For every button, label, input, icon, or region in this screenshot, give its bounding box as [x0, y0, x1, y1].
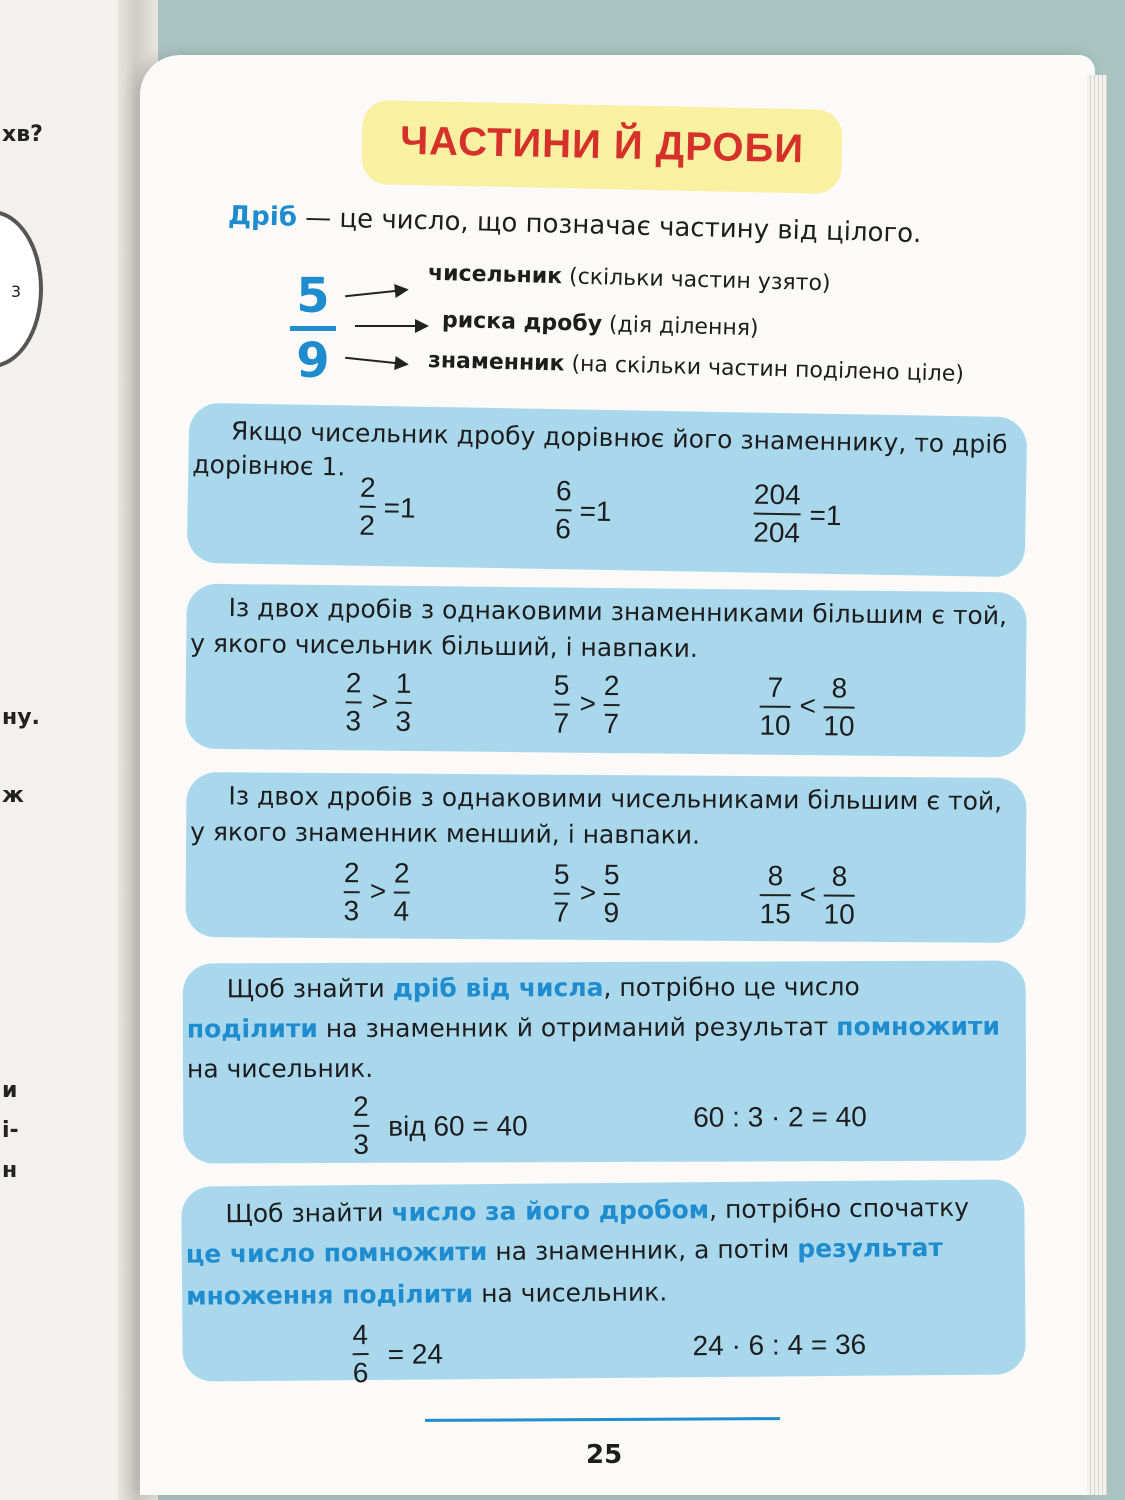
- rule-2-line-2: у якого чисельник більший, і навпаки.: [190, 628, 699, 663]
- rule-box-2: [185, 584, 1027, 758]
- rule-4-fraction: 2 3: [353, 1090, 369, 1160]
- rule-4-expression-2: 60 : 3 · 2 = 40: [693, 1101, 867, 1133]
- title-banner: [361, 100, 843, 194]
- rule-2-example-3-left: 7 10: [759, 671, 791, 741]
- rule-5-expression-2: 24 · 6 : 4 = 36: [692, 1328, 867, 1362]
- rule-2-example-2-right: 2 7: [603, 669, 620, 740]
- rule-2-example-3-right: 8 10: [823, 672, 855, 742]
- rule-1-example-1-result: =1: [383, 492, 416, 524]
- rule-3-example-2-left: 5 7: [553, 858, 570, 928]
- rule-3-example-3-right: 8 10: [823, 860, 855, 930]
- rule-2-example-1-right: 1 3: [395, 667, 412, 737]
- rule-5-line-1: Щоб знайти число за його дробом, потрібно спочатку: [225, 1192, 970, 1229]
- rule-1-example-2-result: =1: [579, 495, 612, 528]
- rule-5-line-2: це число помножити на знаменник, а потім результат: [185, 1233, 944, 1269]
- rule-3-line-1: Із двох дробів з однаковими чисельниками більшим є той,: [228, 781, 1003, 816]
- rule-5-fraction: 4 6: [352, 1319, 369, 1389]
- rule-1-example-2: 6 6: [555, 475, 572, 545]
- numerator-label: чисельник (скільки частин узято): [427, 260, 831, 297]
- rule-box-3: [185, 772, 1026, 943]
- denominator-label: знаменник (на скільки частин поділено ціле): [427, 347, 965, 388]
- rule-box-5: [181, 1179, 1026, 1389]
- rule-2-example-2-sign: >: [579, 687, 597, 719]
- left-page-fragment: і-: [2, 1118, 19, 1143]
- bar-label: риска дробу (дія ділення): [441, 307, 759, 342]
- fraction-bar: [290, 326, 336, 331]
- left-page-fragment: ж: [2, 783, 24, 808]
- rule-3-example-1-left: 2 3: [343, 857, 360, 927]
- rule-2-example-3-sign: <: [799, 690, 817, 722]
- page-number: 25: [586, 1440, 623, 1470]
- arrow-icon: [355, 325, 427, 327]
- left-page-fragment: хв?: [2, 122, 43, 147]
- rule-3-example-3-sign: <: [799, 878, 817, 910]
- rule-2-line-1: Із двох дробів з однаковими знаменниками більшим є той,: [228, 593, 1008, 631]
- rule-3-example-1-sign: >: [369, 875, 387, 907]
- definition-text: — це число, що позначає частину від цілого.: [296, 202, 922, 250]
- rule-2-example-2-left: 5 7: [553, 669, 570, 739]
- rule-2-example-1-sign: >: [371, 685, 389, 717]
- rule-4-expression-1: від 60 = 40: [388, 1110, 528, 1142]
- rule-3-example-2-sign: >: [579, 876, 597, 908]
- rule-2-example-1-left: 2 3: [345, 667, 362, 737]
- rule-4-line-2: поділити на знаменник й отриманий результат помножити: [186, 1011, 1001, 1044]
- clock-icon: [0, 210, 43, 368]
- rule-5-expression-1: = 24: [387, 1338, 444, 1370]
- rule-3-example-2-right: 5 9: [603, 858, 620, 929]
- clock-digit: 3: [10, 282, 21, 301]
- page-title: ЧАСТИНИ Й ДРОБИ: [399, 118, 805, 172]
- rule-4-line-3: на чисельник.: [186, 1053, 374, 1084]
- example-numerator: 5: [296, 268, 330, 324]
- rule-3-example-1-right: 2 4: [393, 857, 410, 927]
- definition-term: Дріб: [227, 200, 298, 233]
- left-page-fragment: н: [2, 1158, 18, 1183]
- rule-3-line-2: у якого знаменник менший, і навпаки.: [190, 817, 701, 850]
- rule-1-example-3-result: =1: [809, 499, 842, 532]
- rule-box-1: [187, 403, 1028, 578]
- rule-4-line-1: Щоб знайти дріб від числа, потрібно це число: [226, 972, 860, 1004]
- rule-1-example-1: 2 2: [359, 471, 376, 541]
- rule-1-line-2: дорівнює 1.: [192, 449, 346, 482]
- rule-box-4: [183, 961, 1027, 1164]
- rule-5-line-3: множення поділити на чисельник.: [185, 1277, 668, 1311]
- rule-1-line-1: Якщо чисельник дробу дорівнює його знаменнику, то дріб: [230, 416, 1008, 459]
- left-page-fragment: ну.: [2, 705, 40, 730]
- rule-1-example-3: 204 204: [753, 478, 801, 549]
- page-edges: [1087, 75, 1107, 1495]
- rule-3-example-3-left: 8 15: [759, 860, 791, 930]
- example-denominator: 9: [296, 333, 330, 389]
- example-fraction: [290, 268, 336, 389]
- left-page-fragment: и: [2, 1078, 18, 1103]
